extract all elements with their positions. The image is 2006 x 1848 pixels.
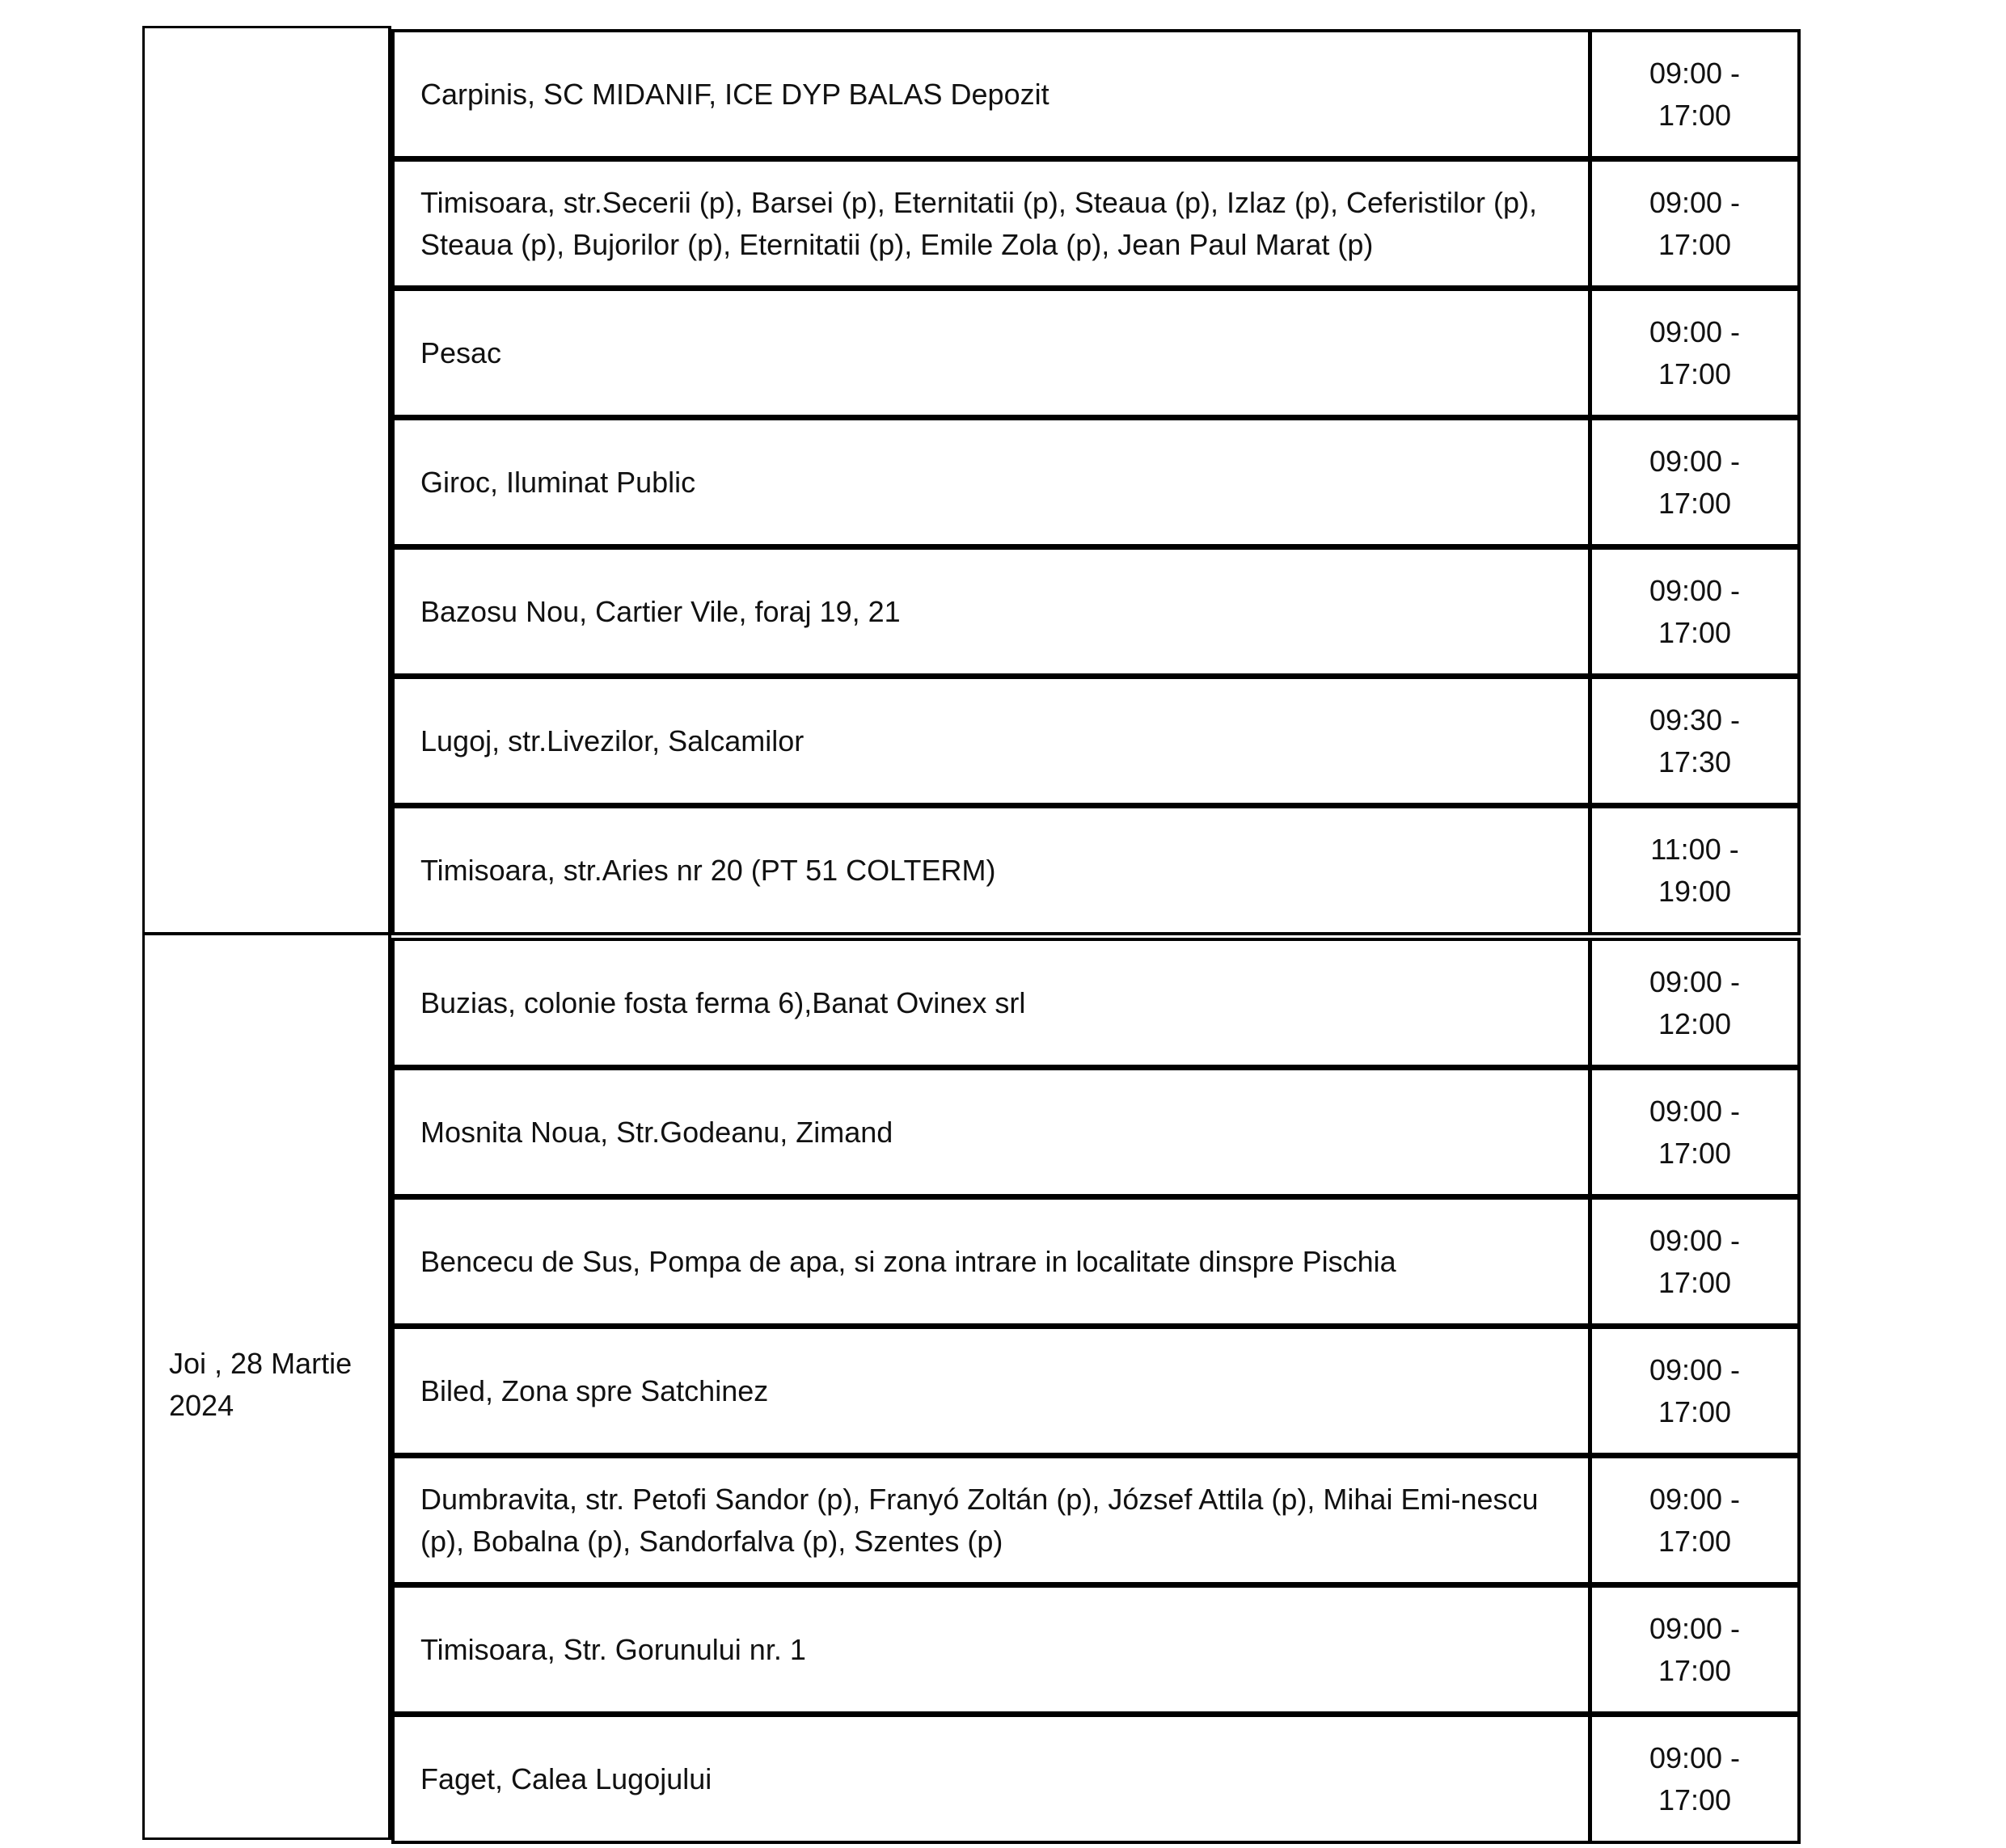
time-cell: [1589, 1326, 1801, 1456]
time-start: 09:00 -: [1649, 964, 1741, 998]
time-end: 12:00: [1658, 1006, 1732, 1040]
time-cell: [1589, 1067, 1801, 1197]
time-cell: [1589, 938, 1801, 1068]
time-end: 17:00: [1658, 1394, 1732, 1428]
time-cell: [1589, 1584, 1801, 1715]
time-start: 09:00 -: [1649, 1482, 1741, 1516]
location-cell: Bazosu Nou, Cartier Vile, foraj 19, 21: [391, 546, 1591, 677]
location-cell: Pesac: [391, 288, 1591, 418]
time-start: 09:00 -: [1649, 314, 1741, 348]
time-start: 09:00 -: [1649, 185, 1741, 219]
time-cell: [1589, 676, 1801, 806]
time-start: 09:00 -: [1649, 1223, 1741, 1257]
time-start: 09:00 -: [1649, 1611, 1741, 1645]
location-cell: Timisoara, str.Aries nr 20 (PT 51 COLTERM): [391, 805, 1591, 935]
time-cell: [1589, 1196, 1801, 1327]
time-cell: [1589, 417, 1801, 547]
location-cell: Dumbravita, str. Petofi Sandor (p), Franyó Zoltán (p), József Attila (p), Mihai Emi-nescu (p), Bobalna (p), Sandorfalva (p), Szentes (p): [391, 1455, 1591, 1585]
time-start: 09:00 -: [1649, 573, 1741, 607]
time-start: 09:00 -: [1649, 1740, 1741, 1774]
time-end: 17:00: [1658, 227, 1732, 261]
time-end: 17:30: [1658, 745, 1732, 778]
time-start: 09:30 -: [1649, 702, 1741, 736]
date-cell-group-2: [142, 933, 391, 1840]
location-cell: Biled, Zona spre Satchinez: [391, 1326, 1591, 1456]
time-end: 17:00: [1658, 615, 1732, 649]
time-end: 19:00: [1658, 874, 1732, 908]
time-end: 17:00: [1658, 486, 1732, 520]
location-cell: Timisoara, Str. Gorunului nr. 1: [391, 1584, 1591, 1715]
location-cell: Buzias, colonie fosta ferma 6),Banat Ovinex srl: [391, 938, 1591, 1068]
time-end: 17:00: [1658, 1524, 1732, 1558]
time-cell: [1589, 29, 1801, 159]
time-cell: [1589, 1455, 1801, 1585]
date-cell-group-1: [142, 26, 391, 935]
time-cell: [1589, 158, 1801, 289]
time-start: 11:00 -: [1650, 832, 1739, 866]
location-cell: Lugoj, str.Livezilor, Salcamilor: [391, 676, 1591, 806]
location-cell: Carpinis, SC MIDANIF, ICE DYP BALAS Depozit: [391, 29, 1591, 159]
location-cell: Faget, Calea Lugojului: [391, 1714, 1591, 1844]
time-end: 17:00: [1658, 1136, 1732, 1170]
date-label: Joi , 28 Martie 2024: [169, 1347, 353, 1422]
time-end: 17:00: [1658, 1653, 1732, 1687]
time-end: 17:00: [1658, 98, 1732, 132]
location-cell: Timisoara, str.Secerii (p), Barsei (p), Eternitatii (p), Steaua (p), Izlaz (p), Ceferistilor (p), Steaua (p), Bujorilor (p), Eternitatii (p), Emile Zola (p), Jean Paul Marat (p): [391, 158, 1591, 289]
time-cell: [1589, 288, 1801, 418]
time-cell: [1589, 805, 1801, 935]
time-cell: [1589, 546, 1801, 677]
location-cell: Bencecu de Sus, Pompa de apa, si zona intrare in localitate dinspre Pischia: [391, 1196, 1591, 1327]
time-end: 17:00: [1658, 1265, 1732, 1299]
time-start: 09:00 -: [1649, 444, 1741, 478]
time-start: 09:00 -: [1649, 56, 1741, 90]
location-cell: Giroc, Iluminat Public: [391, 417, 1591, 547]
time-end: 17:00: [1658, 1783, 1732, 1816]
time-cell: [1589, 1714, 1801, 1844]
time-end: 17:00: [1658, 357, 1732, 390]
time-start: 09:00 -: [1649, 1094, 1741, 1128]
location-cell: Mosnita Noua, Str.Godeanu, Zimand: [391, 1067, 1591, 1197]
time-start: 09:00 -: [1649, 1352, 1741, 1386]
